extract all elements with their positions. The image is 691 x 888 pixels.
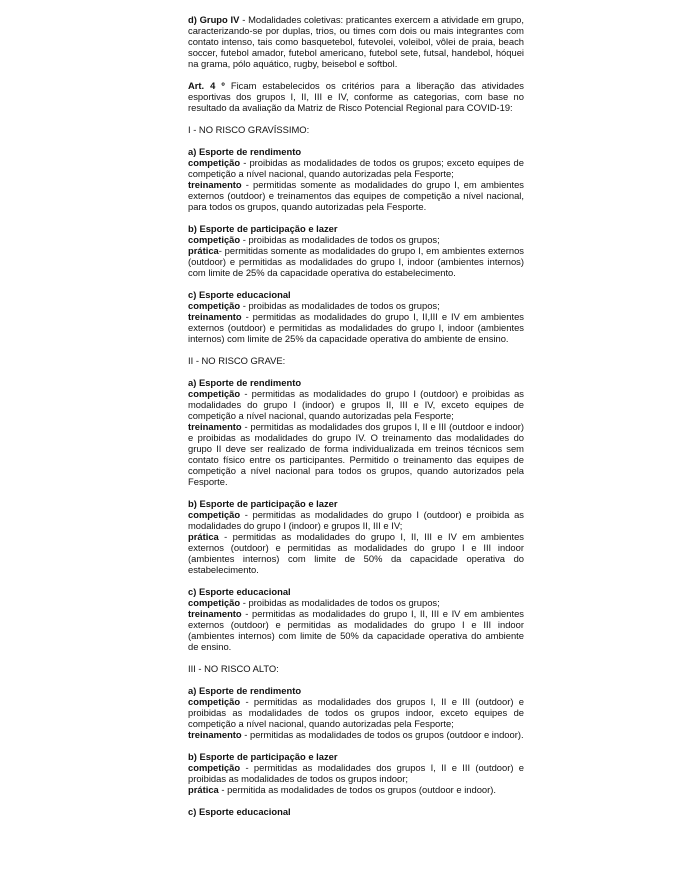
term: treinamento (188, 179, 242, 190)
term: competição (188, 696, 241, 707)
grupo-iv-label: d) Grupo IV (188, 14, 240, 25)
grave-c-line1 (188, 597, 524, 608)
term: treinamento (188, 421, 242, 432)
grave-b-line1 (188, 509, 524, 531)
text: - proibidas as modalidades de todos os grupos; (240, 597, 440, 608)
alto-a-line2 (188, 729, 524, 740)
text: - permitidas somente as modalidades do grupo I, em ambientes externos (outdoor) e treinamentos das equipes de competição a nível nacional, para todos os grupos, quando autorizadas pela Fesporte. (188, 179, 524, 212)
grave-a-line1 (188, 388, 524, 421)
text: - permitidas as modalidades do grupo I (outdoor) e proibida as modalidades do grupo I (indoor) e grupos II, III e IV; (188, 509, 524, 531)
alto-a-line1 (188, 696, 524, 729)
alto-b-line2 (188, 784, 524, 795)
term: competição (188, 388, 241, 399)
alto-a-heading: a) Esporte de rendimento (188, 685, 302, 696)
text: - permitida as modalidades de todos os grupos (outdoor e indoor). (218, 784, 496, 795)
gravissimo-c-line1 (188, 300, 524, 311)
gravissimo-b-heading: b) Esporte de participação e lazer (188, 223, 338, 234)
text: - permitidas as modalidades do grupo I (outdoor) e proibidas as modalidades do grupo I (indoor) e grupos II, III e IV, exceto equipes de competição a nível nacional, quando autorizadas pela Fesporte; (188, 388, 524, 421)
gravissimo-a-line1 (188, 157, 524, 179)
document-page (188, 14, 524, 817)
term: competição (188, 509, 241, 520)
risco-grave-title: II - NO RISCO GRAVE: (188, 355, 286, 366)
term: competição (188, 234, 241, 245)
text: - permitidas as modalidades do grupo I, II,III e IV em ambientes externos (outdoor) e permitidas as modalidades do grupo I, indoor (ambientes internos) com limite de 25% da capacidade operativa do ambiente de ensino. (188, 311, 524, 344)
text: - permitidas as modalidades do grupo I, II, III e IV em ambientes externos (outdoor) e permitidas as modalidades do grupo I e III indoor (ambientes internos) com limite de 50% da capacidade operativa do ambiente de ensino. (188, 608, 524, 652)
term: competição (188, 762, 241, 773)
art4-text: Ficam estabelecidos os critérios para a liberação das atividades esportivas dos grupos I, II, III e IV, conforme as categorias, com base no resultado da avaliação da Matriz de Risco Potencial Regional para COVID-19: (188, 80, 524, 113)
term: treinamento (188, 311, 242, 322)
gravissimo-b-line2 (188, 245, 524, 278)
term: competição (188, 597, 241, 608)
text: - proibidas as modalidades de todos os grupos; exceto equipes de competição a nível nacional, quando autorizadas pela Fesporte; (188, 157, 524, 179)
gravissimo-b-line1 (188, 234, 524, 245)
grave-b-line2 (188, 531, 524, 575)
text: - permitidas as modalidades do grupo I, II, III e IV em ambientes externos (outdoor) e permitidas as modalidades do grupo I e III indoor (ambientes internos) com limite de 50% da capacidade operativa do estabelecimento. (188, 531, 524, 575)
risco-gravissimo-title: I - NO RISCO GRAVÍSSIMO: (188, 124, 310, 135)
grave-b-heading: b) Esporte de participação e lazer (188, 498, 338, 509)
grupo-iv-text: - Modalidades coletivas: praticantes exercem a atividade em grupo, caracterizando-se por duplas, trios, ou times com dois ou mais integrantes com contato intenso, tais como basquetebol, futevolei, voleibol, vôlei de praia, beach soccer, futebol amador, futebol americano, futebol sete, futsal, handebol, hóquei na grama, pólo aquático, rugby, beisebol e softbol. (188, 14, 524, 69)
risco-alto-title: III - NO RISCO ALTO: (188, 663, 279, 674)
alto-b-heading: b) Esporte de participação e lazer (188, 751, 338, 762)
alto-c-heading: c) Esporte educacional (188, 806, 291, 817)
term: prática (188, 784, 219, 795)
term: competição (188, 157, 241, 168)
gravissimo-c-line2 (188, 311, 524, 344)
term: competição (188, 300, 241, 311)
term: prática (188, 531, 219, 542)
grave-a-line2 (188, 421, 524, 487)
text: - permitidas somente as modalidades do grupo I, em ambientes externos (outdoor) e permitidas as modalidades do grupo I, indoor (ambientes internos) com limite de 25% da capacidade operativa do estabelecimento. (188, 245, 524, 278)
grave-c-heading: c) Esporte educacional (188, 586, 291, 597)
art4-label: Art. 4 º (188, 80, 225, 91)
text: - permitidas as modalidades de todos os grupos (outdoor e indoor). (241, 729, 524, 740)
grave-c-line2 (188, 608, 524, 652)
text: - proibidas as modalidades de todos os grupos; (240, 300, 440, 311)
term: treinamento (188, 729, 242, 740)
gravissimo-c-heading: c) Esporte educacional (188, 289, 291, 300)
text: - permitidas as modalidades dos grupos I, II e III (outdoor) e proibidas as modalidades de todos os grupos indoor; (188, 762, 524, 784)
alto-b-line1 (188, 762, 524, 784)
text: - proibidas as modalidades de todos os grupos; (240, 234, 440, 245)
gravissimo-a-heading: a) Esporte de rendimento (188, 146, 302, 157)
text: - permitidas as modalidades dos grupos I, II e III (outdoor) e proibidas as modalidades de todos os grupos indoor, exceto equipes de competição a nível nacional, quando autorizadas pela Fesporte; (188, 696, 524, 729)
art4-paragraph (188, 80, 524, 113)
gravissimo-a-line2 (188, 179, 524, 212)
grupo-iv-paragraph (188, 14, 524, 69)
term: treinamento (188, 608, 242, 619)
text: - permitidas as modalidades dos grupos I, II e III (outdoor e indoor) e proibidas as modalidades do grupo IV. O treinamento das modalidades do grupo II deve ser realizado de forma individualizada em treinos técnicos sem contato físico entre os participantes. Permitido o treinamento das equipes de competição a nível nacional para todos os grupos, quando autorizados pela Fesporte. (188, 421, 524, 487)
term: prática (188, 245, 219, 256)
grave-a-heading: a) Esporte de rendimento (188, 377, 302, 388)
